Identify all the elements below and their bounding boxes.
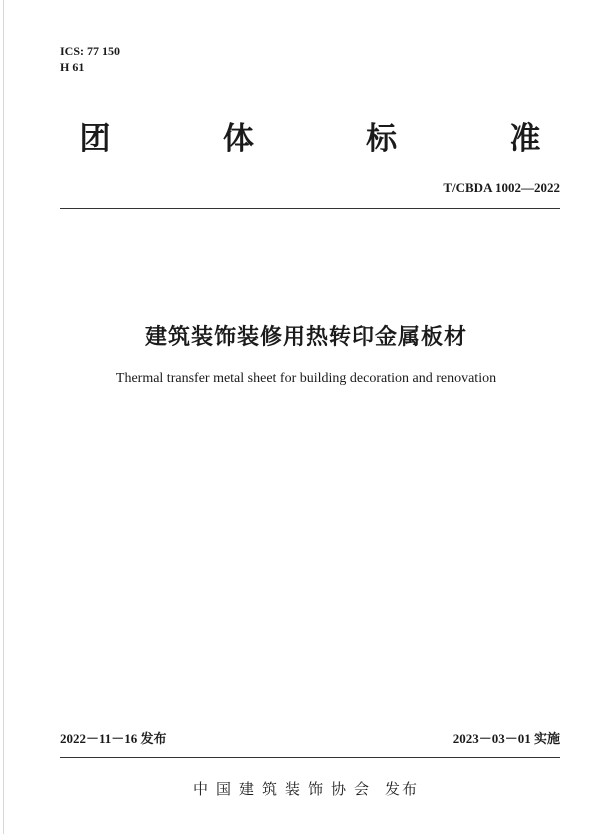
standard-type-char: 准 — [509, 121, 541, 157]
issue-date-block — [60, 731, 167, 748]
implement-date: 2023－03－01 — [452, 731, 531, 746]
publisher-action: 发布 — [385, 780, 420, 798]
issue-date: 2022－11－16 — [60, 731, 138, 746]
top-divider — [60, 208, 560, 209]
page-edge-line — [3, 0, 4, 834]
standard-type-char: 标 — [366, 121, 398, 157]
english-title: Thermal transfer metal sheet for building decoration and renovation — [115, 371, 497, 386]
standard-type-char: 体 — [222, 121, 254, 157]
standard-type-char: 团 — [79, 121, 111, 157]
publisher-line — [0, 779, 612, 799]
standard-type-heading — [70, 115, 550, 163]
issue-label: 发布 — [140, 732, 167, 747]
standard-number: T/CBDA 1002—2022 — [443, 180, 560, 195]
ics-code: ICS: 77 150 — [60, 44, 121, 58]
implement-date-block — [453, 731, 560, 748]
implement-label: 实施 — [533, 732, 560, 747]
chinese-title: 建筑装饰装修用热转印金属板材 — [144, 325, 467, 350]
publisher-name: 中国建筑装饰协会 — [192, 780, 377, 798]
classification-code: H 61 — [60, 60, 85, 74]
bottom-divider — [60, 757, 560, 758]
